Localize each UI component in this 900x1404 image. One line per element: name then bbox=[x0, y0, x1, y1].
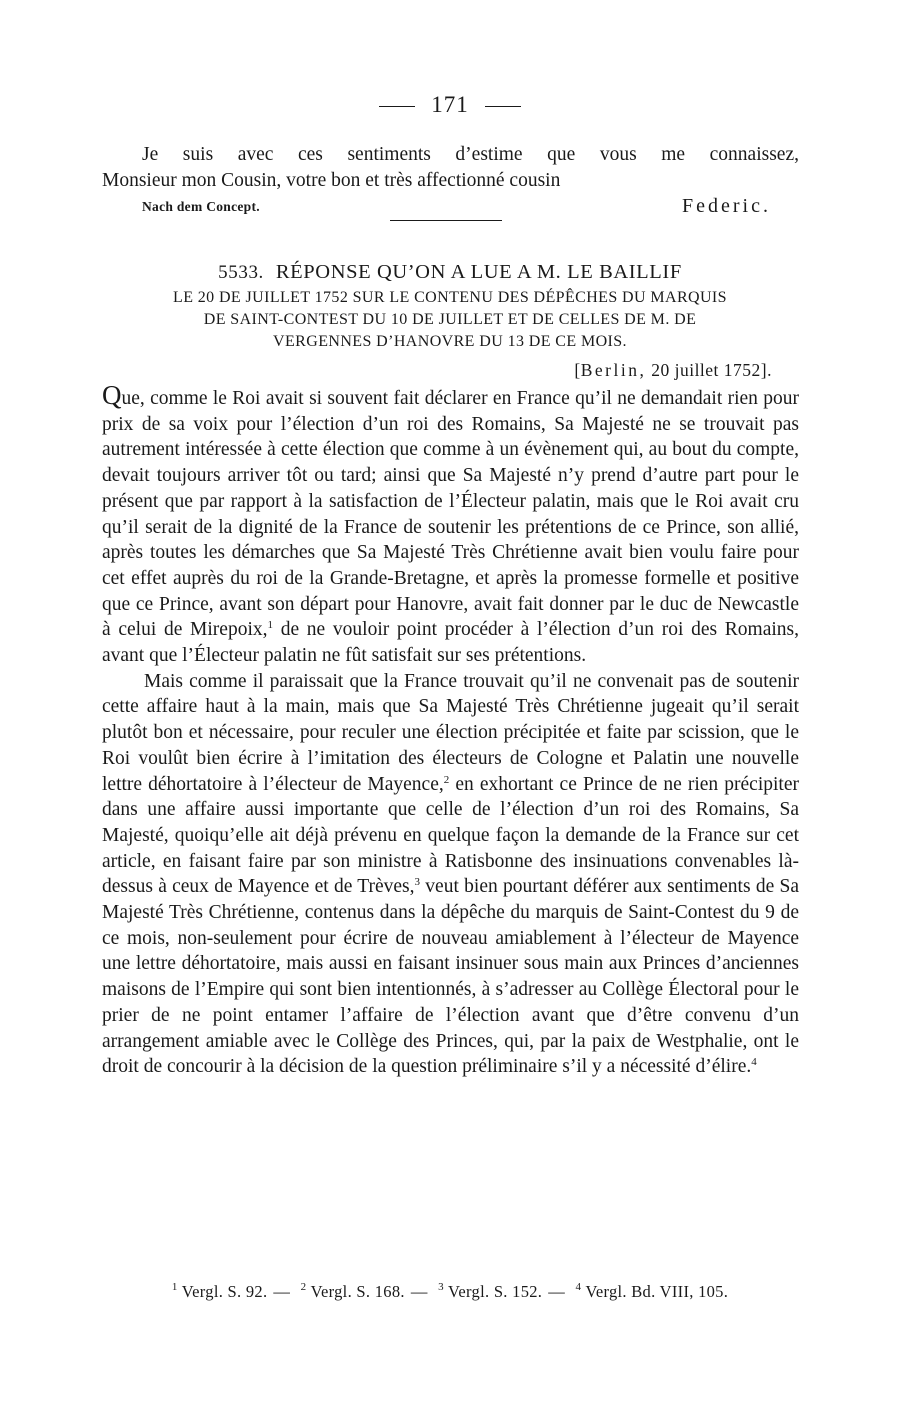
document-subtitle-2: DE SAINT-CONTEST DU 10 DE JUILLET ET DE CELLES DE M. DE bbox=[203, 311, 697, 328]
footnote-mark: 2 bbox=[300, 1281, 307, 1293]
paragraph-1-text-a: ue, comme le Roi avait si souvent fait déclarer en France qu’il ne demandait rien pour prix de sa voix pour l’élection d’un roi des Romains, Sa Majesté ne se trouvait pas autrement intéressée à cette élection que comme à un évènement qui, au bout du compte, devait toujours arriver tôt ou tard; ainsi que Sa Majesté n’y prend d’autre part pour le présent que par rapport à la satisfaction de l’Électeur palatin, mais que le Roi avait cru qu’il serait de la dignité de la France de soutenir les prétentions de ce Prince, son allié, après toutes les démarches que Sa Majesté Très Chrétienne avait bien voulu faire pour cet effet auprès du roi de la Grande-Bretagne, et après la promesse formelle et positive que ce Prince, avant son départ pour Hanovre, avait fait donner par le duc de Newcastle à celui de Mirepoix, bbox=[102, 388, 799, 641]
footnote-mark: 3 bbox=[438, 1281, 444, 1293]
source-note: Nach dem Concept. bbox=[142, 199, 260, 214]
page-number: 171 bbox=[431, 92, 469, 117]
paragraph-1-text-b: de ne vouloir point procéder à l’élection d’un roi des Romains, avant que l’Électeur palatin ne fût satisfait sur ses prétentions. bbox=[102, 619, 799, 667]
footnote-text: Vergl. S. 152. bbox=[448, 1282, 543, 1301]
document-heading bbox=[0, 259, 900, 352]
paragraph-1 bbox=[102, 380, 799, 669]
letter-closing bbox=[102, 142, 799, 194]
footnote-ref-3: 3 bbox=[414, 876, 421, 889]
paragraph-2 bbox=[102, 669, 799, 1080]
separator-rule bbox=[390, 220, 502, 221]
paragraph-2-text-b: en exhortant ce Prince de ne rien précipiter dans une affaire aussi importante que celle de l’élection d’un roi des Romains, Sa Majesté, quoiqu’elle ait déjà prévenu en quelque façon la demande de la France sur cet article, en faisant faire par son ministre à Ratisbonne des insinuations convenables là-dessus à ceux de Mayence et de Trèves, bbox=[102, 773, 799, 898]
footnote bbox=[172, 1282, 268, 1301]
body-text bbox=[102, 380, 800, 1080]
paragraph-2-text-a: Mais comme il paraissait que la France trouvait qu’il ne convenait pas de soutenir cette affaire haut à la main, mais que Sa Majesté Très Chrétienne jugeait qu’il serait plutôt bon et nécessaire, pour reculer une élection précipitée et faite par scission, que le Roi voulût bien écrire à l’imitation des électeurs de Cologne et Palatin une nouvelle lettre déhortatoire à l’électeur de Mayence, bbox=[102, 670, 799, 795]
initial-letter: Q bbox=[102, 380, 122, 410]
header-rule-right bbox=[485, 106, 521, 107]
header-rule-left bbox=[379, 106, 415, 107]
document-title-line bbox=[0, 259, 900, 286]
paragraph-2-text-c: veut bien pourtant déférer aux sentiments de Sa Majesté Très Chrétienne, contenus dans la dépêche du marquis de Saint-Contest du 9 de ce mois, non-seulement pour écrire de nouveau amiablement à l’électeur de Mayence une lettre déhortatoire, mais aussi en faisant insinuer sous main aux Princes d’anciennes maisons de l’Empire qui sont bien intentionnés, à s’adresser au Collège Électoral pour le prier de ne point entamer l’affaire de l’élection avant que d’être convenu d’un arrangement amiable avec le Collège des Princes, qui, par la paix de Westphalie, ont le droit de concourir à la décision de la question préliminaire s’il y a nécessité d’élire. bbox=[102, 876, 800, 1078]
footnote-ref-4: 4 bbox=[751, 1056, 757, 1069]
footnote bbox=[575, 1282, 728, 1301]
document-subtitle-1: LE 20 DE JUILLET 1752 SUR LE CONTENU DES DÉPÊCHES DU MARQUIS bbox=[173, 289, 727, 306]
signature: Federic. bbox=[682, 195, 771, 217]
footnote bbox=[301, 1282, 405, 1301]
dateline: [Berlin, 20 juillet 1752]. bbox=[574, 360, 772, 380]
footnotes: $^1$ Vergl. S. 92. — $^2$ Vergl. S. 168. — $^3$ Vergl. S. 152. — $^4$ Vergl. Bd. VIII, 105. bbox=[171, 1281, 729, 1301]
footnote bbox=[438, 1282, 542, 1301]
footnote-text: Vergl. S. 168. bbox=[310, 1282, 405, 1301]
dateline-place: Berlin, bbox=[580, 360, 647, 380]
closing-line-1: Je suis avec ces sentiments d’estime que vous me connaissez, bbox=[142, 144, 799, 165]
page-header bbox=[0, 92, 900, 118]
closing-line-2: Monsieur mon Cousin, votre bon et très affectionné cousin bbox=[102, 170, 561, 191]
dateline-date: 20 juillet 1752 bbox=[651, 360, 761, 380]
footnote-text: Vergl. S. 92. bbox=[181, 1282, 268, 1301]
footnote-mark: 4 bbox=[575, 1281, 582, 1293]
footnote-mark: 1 bbox=[171, 1281, 178, 1293]
signature-line bbox=[102, 195, 799, 221]
document-number: 5533. bbox=[218, 262, 264, 283]
document-subtitle-3: VERGENNES D’HANOVRE DU 13 DE CE MOIS. bbox=[273, 333, 627, 350]
footnote-ref-2: 2 bbox=[443, 773, 450, 786]
footnote-text: Vergl. Bd. VIII, 105. bbox=[585, 1282, 729, 1301]
footnote-ref-1: 1 bbox=[267, 619, 273, 632]
document-title: RÉPONSE QU’ON A LUE A M. LE BAILLIF bbox=[275, 261, 682, 283]
